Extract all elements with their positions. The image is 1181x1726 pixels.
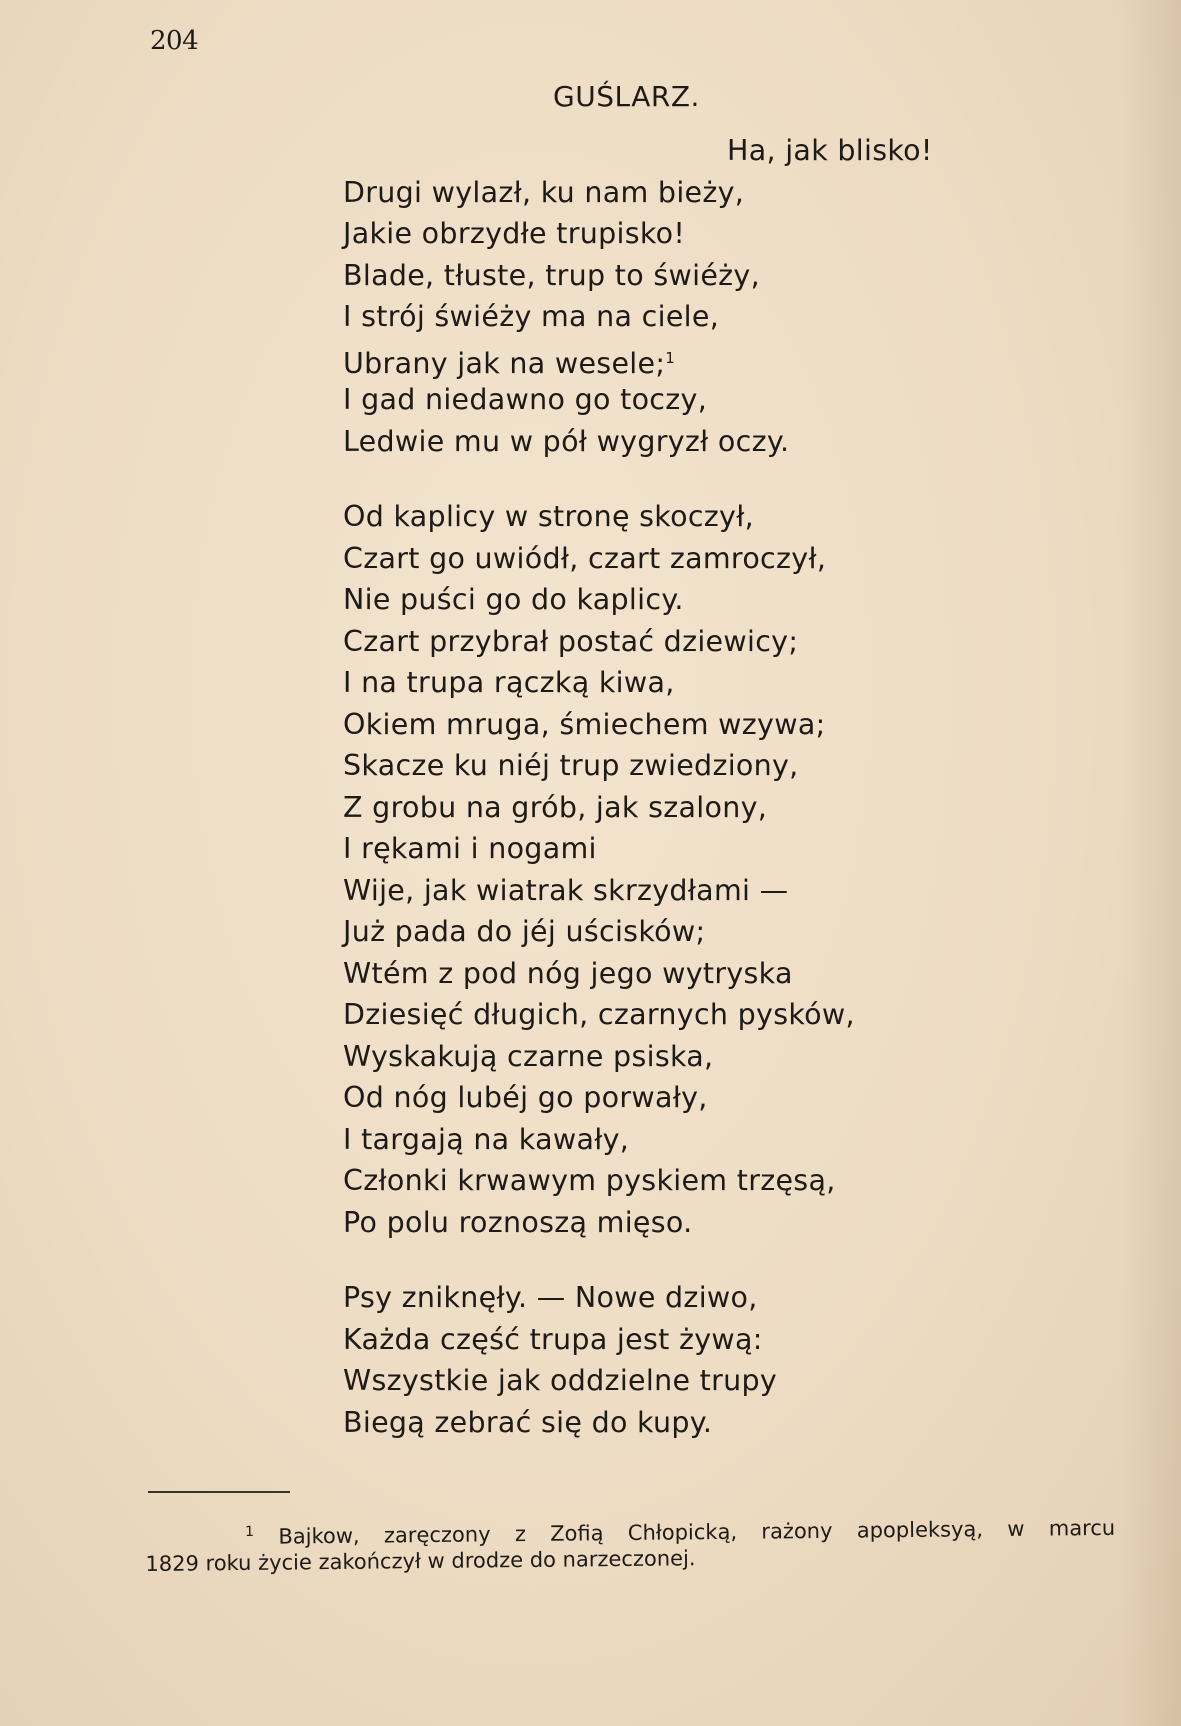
- poem-line: Po polu roznoszą mięso.: [343, 1205, 693, 1239]
- poem-line: Czart go uwiódł, czart zamroczył,: [343, 541, 827, 575]
- stanza-2: [343, 496, 963, 1243]
- stanza-3: [343, 1277, 963, 1443]
- poem-line-with-footnote: [343, 338, 963, 380]
- poem-line: Dziesięć długich, czarnych pysków,: [343, 998, 855, 1031]
- poem-line: Wszystkie jak oddzielne trupy: [343, 1364, 778, 1397]
- footnote-mark: 1: [245, 1523, 255, 1540]
- poem-line: Psy zniknęły. — Nowe dziwo,: [343, 1281, 758, 1314]
- poem-line: Skacze ku niéj trup zwiedziony,: [343, 749, 799, 782]
- poem-line: Jakie obrzydłe trupisko!: [343, 217, 686, 250]
- footnote-line: 1829 roku życie zakończył w drodze do narzeczonej.: [145, 1546, 696, 1576]
- page-number: 204: [150, 26, 199, 56]
- poem-line: Od kaplicy w stronę skoczył,: [343, 500, 754, 533]
- poem-line: I gad niedawno go toczy,: [343, 383, 708, 416]
- footnote-divider: [148, 1491, 290, 1493]
- poem-line-text: Ubrany jak na wesele;: [343, 346, 666, 380]
- poem-line: Czart przybrał postać dziewicy;: [343, 624, 799, 658]
- poem-line: Od nóg lubéj go porwały,: [343, 1081, 708, 1114]
- footnote: [145, 1510, 1116, 1577]
- poem-line: Blade, tłuste, trup to świéży,: [343, 258, 760, 292]
- poem-line: Ledwie mu w pół wygryzł oczy.: [343, 424, 790, 458]
- poem-line: Członki krwawym pyskiem trzęsą,: [343, 1164, 836, 1197]
- poem-line: Już pada do jéj uścisków;: [343, 915, 706, 948]
- poem-line: Każda część trupa jest żywą:: [343, 1322, 763, 1356]
- stanza-1: [343, 130, 963, 462]
- poem-line: Z grobu na grób, jak szalony,: [343, 790, 768, 824]
- poem-line: Okiem mruga, śmiechem wzywa;: [343, 707, 826, 741]
- poem-line: I strój świéży ma na ciele,: [343, 300, 720, 333]
- poem-line: Nie puści go do kaplicy.: [343, 583, 684, 616]
- poem-line: Wyskakują czarne psiska,: [343, 1039, 714, 1073]
- poem-line: I targają na kawały,: [343, 1122, 630, 1156]
- page-shadow: [1121, 0, 1181, 1726]
- poem-line: Drugi wylazł, ku nam bieży,: [343, 175, 745, 209]
- footnote-reference: 1: [665, 348, 676, 367]
- poem-line: Wtém z pod nóg jego wytryska: [343, 956, 793, 990]
- poem-line: Biegą zebrać się do kupy.: [343, 1405, 713, 1439]
- poem-body: [343, 130, 963, 1443]
- poem-line: I na trupa rączką kiwa,: [343, 666, 675, 699]
- poem-title: GUŚLARZ.: [553, 80, 700, 113]
- footnote-text: Bajkow, zaręczony z Zofią Chłopicką, rażony apopleksyą, w marcu: [278, 1515, 1116, 1549]
- poem-line: Wije, jak wiatrak skrzydłami —: [343, 873, 789, 907]
- stanza-divider: [343, 462, 963, 496]
- poem-line: I rękami i nogami: [343, 832, 597, 865]
- poem-line: Ha, jak blisko!: [727, 134, 933, 167]
- stanza-divider: [343, 1243, 963, 1277]
